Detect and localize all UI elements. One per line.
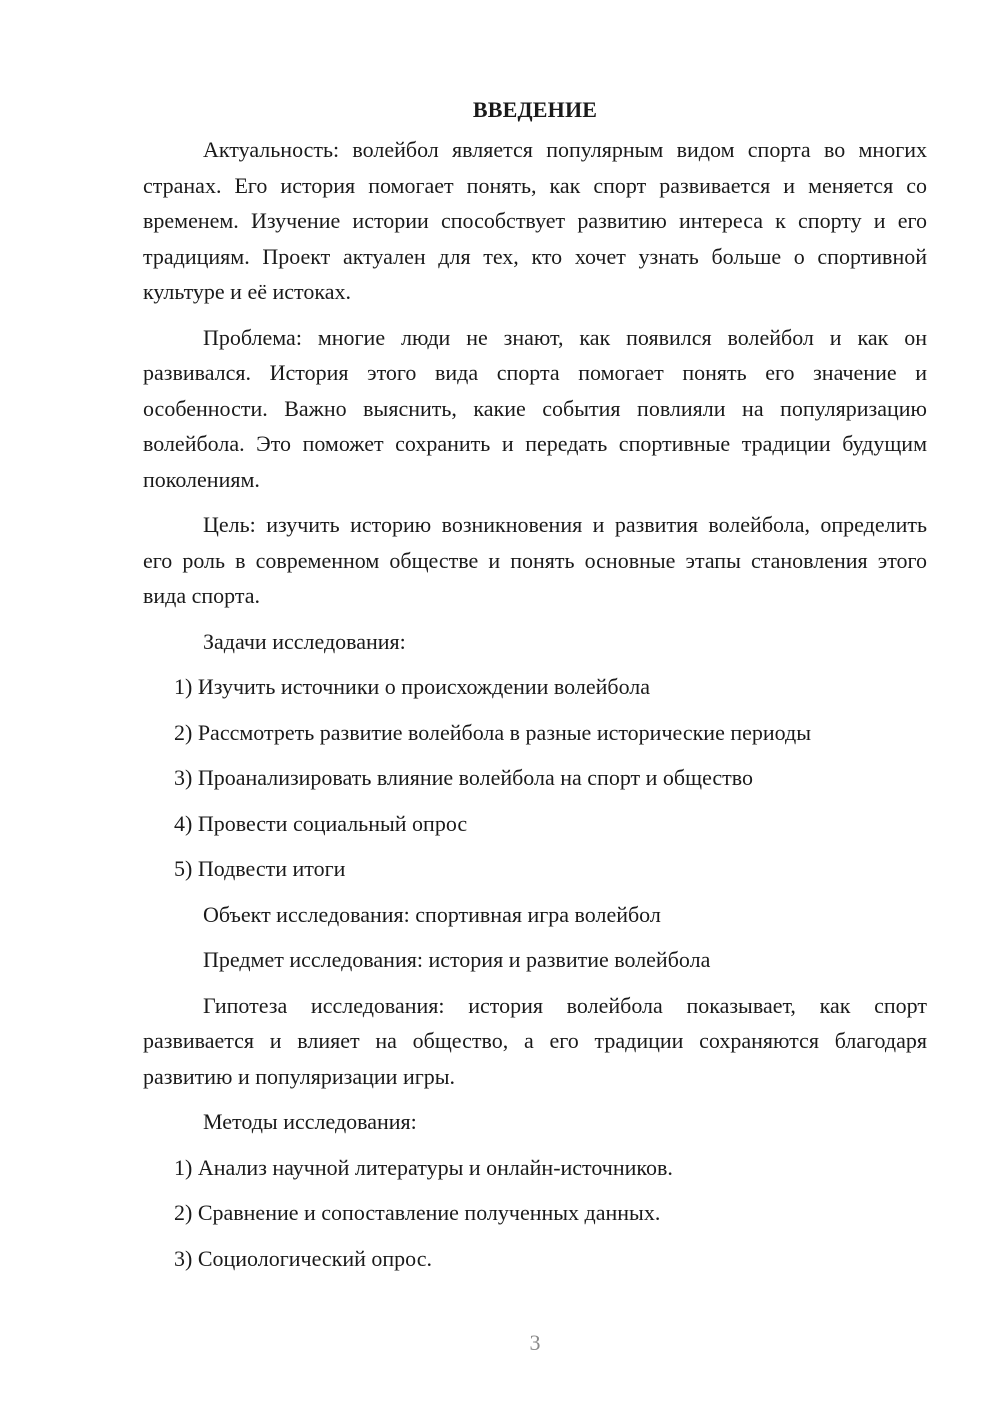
task-item: 2) Рассмотреть развитие волейбола в разные исторические периоды bbox=[174, 719, 811, 745]
task-item: 4) Провести социальный опрос bbox=[174, 810, 468, 836]
tasks-title: Задачи исследования: bbox=[203, 628, 406, 654]
relevance-paragraph: Актуальность: волейбол является популярным видом спорта во многих странах. Его история помогает понять, как спорт развивается и меняется со временем. Изучение истории способствует развитию интереса к спорту и его традициям. Проект актуален для тех, кто хочет узнать больше о спортивной культуре и её истоках. bbox=[143, 137, 927, 304]
method-item: 3) Социологический опрос. bbox=[174, 1245, 432, 1271]
method-item: 2) Сравнение и сопоставление полученных данных. bbox=[174, 1200, 661, 1225]
goal-paragraph: Цель: изучить историю возникновения и развития волейбола, определить его роль в современном обществе и понять основные этапы становления этого вида спорта. bbox=[143, 512, 927, 608]
task-item: 1) Изучить источники о происхождении волейбола bbox=[174, 674, 651, 699]
page-number: 3 bbox=[529, 1330, 541, 1355]
task-item: 5) Подвести итоги bbox=[174, 856, 346, 881]
methods-title: Методы исследования: bbox=[203, 1109, 417, 1134]
research-subject: Предмет исследования: история и развитие волейбола bbox=[203, 947, 711, 972]
hypothesis-paragraph: Гипотеза исследования: история волейбола показывает, как спорт развивается и влияет на общество, а его традиции сохраняются благодаря развитию и популяризации игры. bbox=[143, 992, 927, 1089]
problem-paragraph: Проблема: многие люди не знают, как появился волейбол и как он развивался. История этого вида спорта помогает понять его значение и особенности. Важно выяснить, какие события повлияли на популяризацию волейбола. Это поможет сохранить и передать спортивные традиции будущим поколениям. bbox=[143, 324, 927, 492]
task-item: 3) Проанализировать влияние волейбола на спорт и общество bbox=[174, 765, 753, 790]
document-page bbox=[143, 92, 927, 1286]
research-object: Объект исследования: спортивная игра волейбол bbox=[203, 901, 661, 927]
page-title: ВВЕДЕНИЕ bbox=[472, 97, 598, 122]
method-item: 1) Анализ научной литературы и онлайн-источников. bbox=[174, 1154, 673, 1180]
